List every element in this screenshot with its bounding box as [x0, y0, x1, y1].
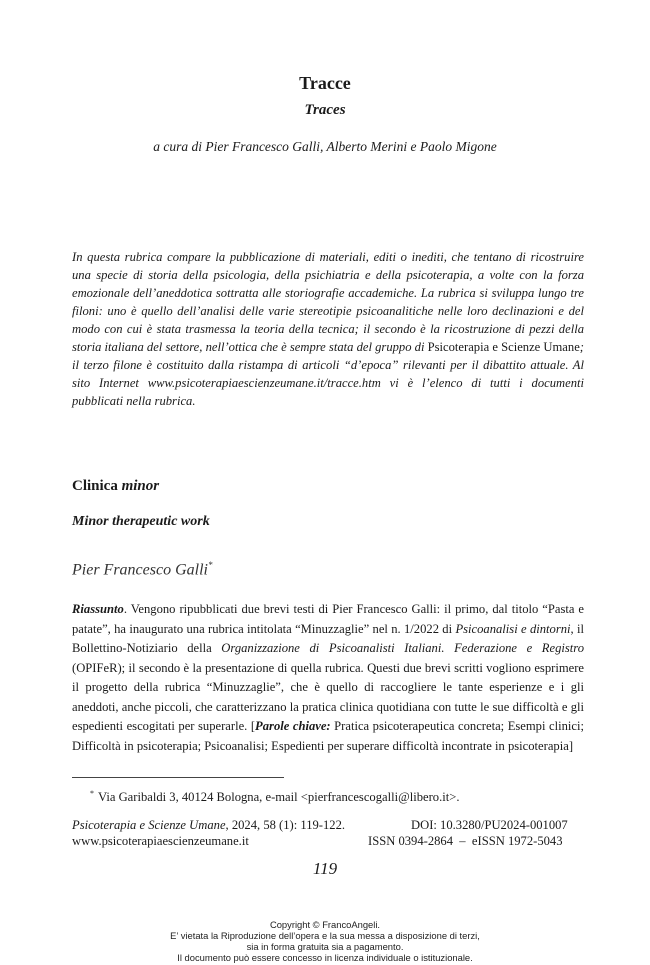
page-number: 119 [312, 859, 338, 878]
page-title: Tracce [299, 73, 351, 93]
section-title-main: Clinica [72, 478, 122, 494]
citation-website: www.psicoterapiaescienzeumane.it [72, 834, 249, 848]
intro-paragraph [72, 248, 584, 410]
keywords-text: Pratica psicoterapeutica concreta; Esempi clinici; Difficoltà in psicoterapia; Psicoanalisi; Espedienti per superare difficoltà incontrate in psicoterapia] [72, 719, 584, 753]
section-title-english: Minor therapeutic work [72, 514, 210, 529]
page-subtitle: Traces [304, 102, 346, 118]
abstract-text-1: . Vengono ripubblicati due brevi testi di Pier Francesco Galli: il primo, dal titolo “Pasta e patate”, ha inaugurato una rubrica intitolata “Minuzzaglie” nel n. 1/2022 di [72, 602, 584, 636]
author-name [72, 560, 212, 579]
copyright-notice [0, 919, 650, 963]
copyright-line-4: Il documento può essere concesso in licenza individuale o istituzionale. [177, 952, 473, 963]
author-footnote-mark: * [207, 560, 213, 570]
section-title-italic: minor [121, 478, 160, 494]
footnote-divider [72, 777, 284, 778]
copyright-line-1: Copyright © FrancoAngeli. [269, 919, 381, 930]
abstract-text-2: , il Bollettino-Notiziario della [72, 621, 584, 655]
copyright-line-2: E’ vietata la Riproduzione dell’opera e la sua messa a disposizione di terzi, [170, 930, 480, 941]
abstract-paragraph [72, 600, 584, 756]
author-name-text: Pier Francesco Galli [72, 561, 208, 579]
citation-journal-name: Psicoterapia e Scienze Umane [72, 818, 226, 832]
abstract-label: Riassunto [72, 602, 124, 616]
section-title [72, 478, 159, 495]
citation-doi: DOI: 10.3280/PU2024-001007 [411, 818, 568, 832]
abstract-italic-1: Psicoanalisi e dintorni [455, 621, 571, 636]
intro-text-part2: ; il terzo filone è costituito dalla ristampa di articoli “d’epoca” rilevanti per il dibattito attuale. Al sito Internet www.psicoterapiaescienzeumane.it/tracce.htm vi è l’elenco di tutti i documenti pubblicati nella rubrica. [72, 340, 584, 408]
footnote-text: Via Garibaldi 3, 40124 Bologna, e-mail <pierfrancescogalli@libero.it>. [98, 790, 460, 805]
editors-line: a cura di Pier Francesco Galli, Alberto Merini e Paolo Migone [153, 139, 497, 154]
intro-journal-name: Psicoterapia e Scienze Umane [427, 340, 580, 354]
citation-issn: ISSN 0394-2864 – eISSN 1972-5043 [368, 834, 563, 848]
abstract-italic-2: Organizzazione di Psicoanalisti Italiani. Federazione e Registro [221, 641, 584, 655]
citation-details: , 2024, 58 (1): 119-122. [225, 818, 346, 832]
citation-journal [72, 818, 345, 833]
abstract-text-3: (OPIFeR); il secondo è la presentazione di quella rubrica. Questi due brevi scritti vogliono esprimere il progetto della rubrica “Minuzzaglie”, che è quello di raccogliere le tante esperienze e i gli aneddoti, anche piccoli, che caratterizzano la pratica clinica quotidiana con tutte le sue difficoltà e gli espedienti escogitati per superarle. [ [72, 660, 584, 733]
keywords-label: Parole chiave: [255, 719, 331, 733]
intro-text-part1: In questa rubrica compare la pubblicazione di materiali, editi o inediti, che tentano di ricostruire una specie di storia della psicologia, della psichiatria e della psicoterapia, a volte con la forza emozionale dell’aneddotica sottratta alle storiografie accademiche. La rubrica si sviluppa lungo tre filoni: uno è quello dell’analisi delle varie stereotipie psicoanalitiche nelle loro declinazioni e del modo con cui è stata trasmessa la teoria della tecnica; il secondo è la ricostruzione di pezzi della storia italiana del settore, nell’ottica che è sempre stata del gruppo di [72, 250, 584, 354]
footnote [90, 789, 459, 805]
footnote-mark: * [90, 789, 94, 798]
copyright-line-3: sia in forma gratuita sia a pagamento. [246, 941, 404, 952]
